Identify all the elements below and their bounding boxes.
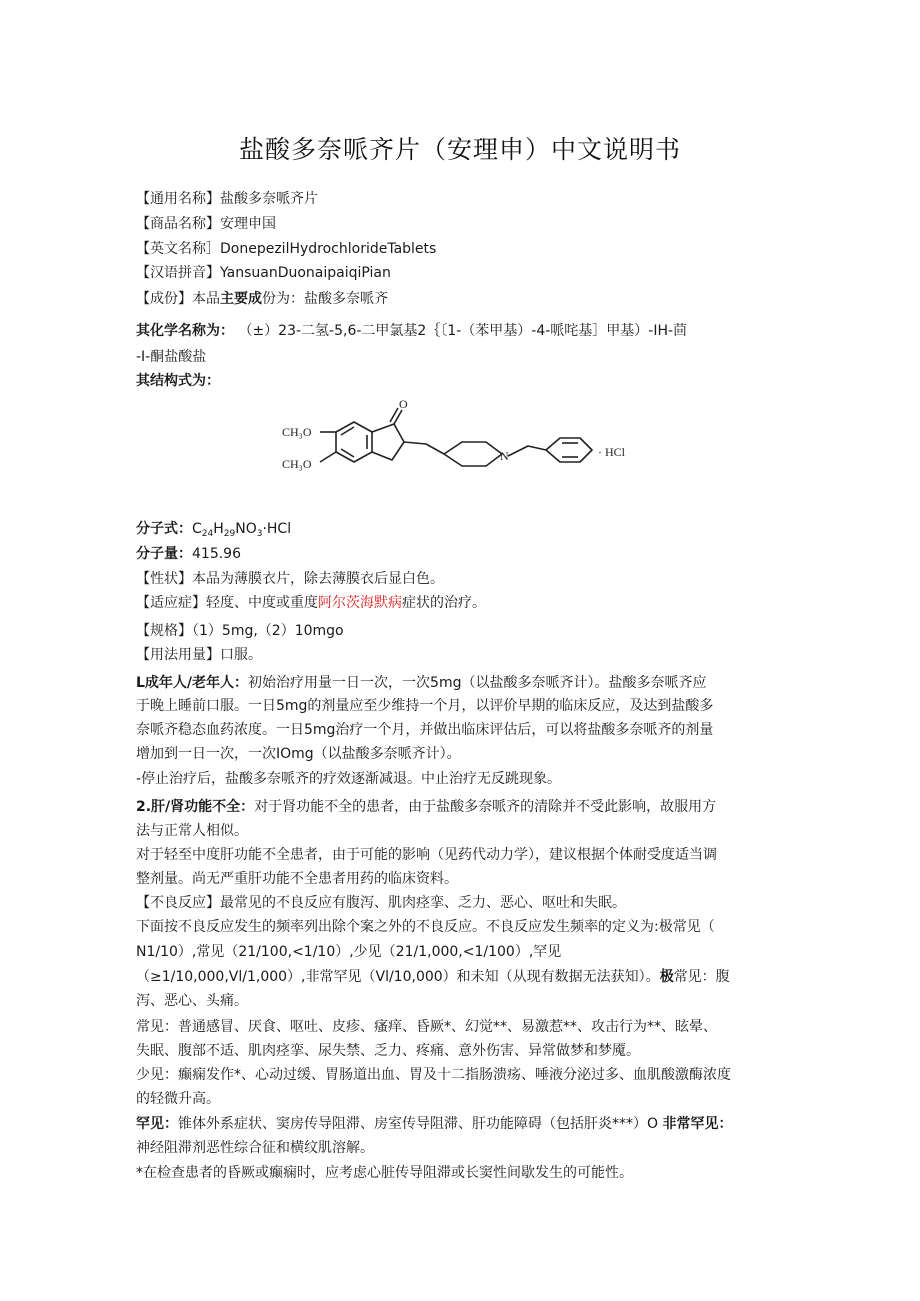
uncommon-2: 的轻微升高。 — [136, 1091, 220, 1107]
formula-h: H — [213, 521, 224, 537]
appearance: 【性状】本品为薄膜衣片，除去薄膜衣后显白色。 — [136, 571, 444, 587]
molecular-weight — [136, 545, 241, 563]
composition — [136, 290, 388, 308]
adult-dosage-2: 于晚上睡前口服。一日5mg的剂量应至少维持一个月，以评价早期的临床反应，及达到盐酸多 — [136, 698, 714, 714]
indications-disease: 阿尔茨海默病 — [318, 595, 402, 611]
structural-formula — [276, 398, 646, 490]
document-title: 盐酸多奈哌齐片（安理申）中文说明书 — [238, 135, 681, 164]
trade-name: 【商品名称】安理申国 — [136, 216, 276, 232]
liver-kidney-4: 整剂量。尚无严重肝功能不全患者用药的临床资料。 — [136, 871, 458, 887]
liver-kidney-label: 2.肝/肾功能不全： — [136, 799, 255, 815]
molecular-weight-value: 415.96 — [192, 546, 241, 562]
english-name: 【英文名称］DonepezilHydrochlorideTablets — [136, 241, 437, 257]
molecular-formula — [136, 520, 291, 538]
rare-text: 锥体外系症状、窦房传导阻滞、房室传导阻滞、肝功能障碍（包括肝炎***）O — [178, 1116, 659, 1132]
formula-c-sub: 24 — [201, 529, 214, 539]
adverse-5: 泻、恶心、头痛。 — [136, 993, 248, 1009]
structure-label: 其结构式为： — [136, 373, 220, 389]
chemical-name — [136, 322, 687, 340]
liver-kidney-2: 法与正常人相似。 — [136, 823, 248, 839]
footnote: *在检查患者的昏厥或癫痫时，应考虑心脏传导阻滞或长窦性间歇发生的可能性。 — [136, 1165, 633, 1181]
generic-name: 【通用名称】盐酸多奈哌齐片 — [136, 191, 318, 207]
molecular-formula-label: 分子式： — [136, 521, 192, 537]
chemical-name-text: （±）23-二氢-5,6-二甲氯基2｛〔1-（苯甲基）-4-哌咤基］甲基）-IH-茴 — [238, 323, 688, 339]
rare-2: 神经阻滞剂恶性综合征和横纹肌溶解。 — [136, 1140, 374, 1156]
very-rare-label: 非常罕见： — [662, 1116, 733, 1132]
pinyin-name: 【汉语拼音】YansuanDuonaipaiqiPian — [136, 265, 391, 281]
adverse-4 — [136, 968, 730, 986]
indications-b: 症状的治疗。 — [402, 595, 486, 611]
liver-kidney-text-1: 对于肾功能不全的患者，由于盐酸多奈哌齐的清除并不受此影响，故服用方 — [254, 799, 717, 815]
adult-text-1: 初始治疗用量一日一次，一次5mg（以盐酸多奈哌齐计）。盐酸多奈哌齐应 — [248, 675, 707, 691]
formula-c: C — [192, 521, 202, 537]
rare-1 — [136, 1115, 732, 1133]
molecular-weight-label: 分子量： — [136, 546, 192, 562]
uncommon-1: 少见：癫痫发作*、心动过缓、胃肠道出血、胃及十二指肠溃疡、唾液分泌过多、血肌酸激酶浓度 — [136, 1067, 731, 1083]
indications — [136, 594, 486, 612]
formula-o-sub: 3 — [256, 529, 263, 539]
adverse-2: 下面按不良反应发生的频率列出除个案之外的不良反应。不良反应发生频率的定义为:极常见（ — [136, 919, 715, 935]
cyclopentanone-ring — [372, 424, 404, 460]
methoxy-top-label: CH₃O — [282, 425, 312, 439]
composition-a: 【成份】本品 — [136, 291, 220, 307]
common-2: 失眠、腹部不适、肌肉痉挛、尿失禁、乏力、疼痛、意外伤害、异常做梦和梦魇。 — [136, 1043, 640, 1059]
liver-kidney-3: 对于轻至中度肝功能不全患者，由于可能的影响（见药代动力学），建议根据个体耐受度适当调 — [136, 847, 717, 863]
piperidine-ring — [444, 442, 502, 466]
adult-label: L成年人/老年人： — [136, 675, 249, 691]
chemical-name-cont: -I-酮盐酸盐 — [136, 349, 207, 365]
adverse-4a: （≥1/10,000,Vl/1,000）,非常罕见（Vl/10,000）和未知（从现有数据无法获知）。 — [136, 969, 660, 985]
adult-dosage-3: 奈哌齐稳态血药浓度。一日5mg治疗一个月，并做出临床评估后，可以将盐酸多奈哌齐的剂量 — [136, 722, 714, 738]
adverse-4c: 常见：腹 — [673, 969, 730, 985]
usage: 【用法用量】口服。 — [136, 647, 262, 663]
specification: 【规格】（1）5mg,（2）10mgo — [136, 623, 344, 639]
methoxy-bottom-label: CH₃O — [282, 457, 312, 471]
formula-tail: ·HCl — [262, 521, 292, 537]
oxygen-label: O — [399, 398, 408, 411]
nitrogen-label: N — [500, 449, 509, 463]
adult-dosage-4: 增加到一日一次，一次IOmg（以盐酸多奈哌齐计）。 — [136, 746, 461, 762]
adverse-3: N1/10）,常见（21/100,<1/10）,少见（21/1,000,<1/100）,罕见 — [136, 944, 562, 960]
stop-treatment: -停止治疗后，盐酸多奈哌齐的疗效逐渐减退。中止治疗无反跳现象。 — [136, 771, 562, 787]
adult-dosage-1 — [136, 674, 706, 692]
adverse-1: 【不良反应】最常见的不良反应有腹泻、肌肉痉挛、乏力、恶心、呕吐和失眠。 — [136, 895, 626, 911]
formula-no: NO — [235, 521, 257, 537]
formula-h-sub: 29 — [223, 529, 236, 539]
composition-bold: 主要成 — [220, 291, 262, 307]
composition-c: 份为：盐酸多奈哌齐 — [262, 291, 388, 307]
adverse-4b: 极 — [659, 969, 674, 985]
rare-label: 罕见： — [136, 1116, 178, 1132]
hcl-label: · HCl — [598, 445, 625, 459]
indications-a: 【适应症】轻度、中度或重度 — [136, 595, 318, 611]
common-1: 常见：普通感冒、厌食、呕吐、皮疹、瘙痒、昏厥*、幻觉**、易激惹**、攻击行为**、眩晕、 — [136, 1019, 717, 1035]
liver-kidney-1 — [136, 798, 716, 816]
chemical-name-label: 其化学名称为： — [136, 323, 234, 339]
benzene-ring-right — [546, 438, 592, 462]
